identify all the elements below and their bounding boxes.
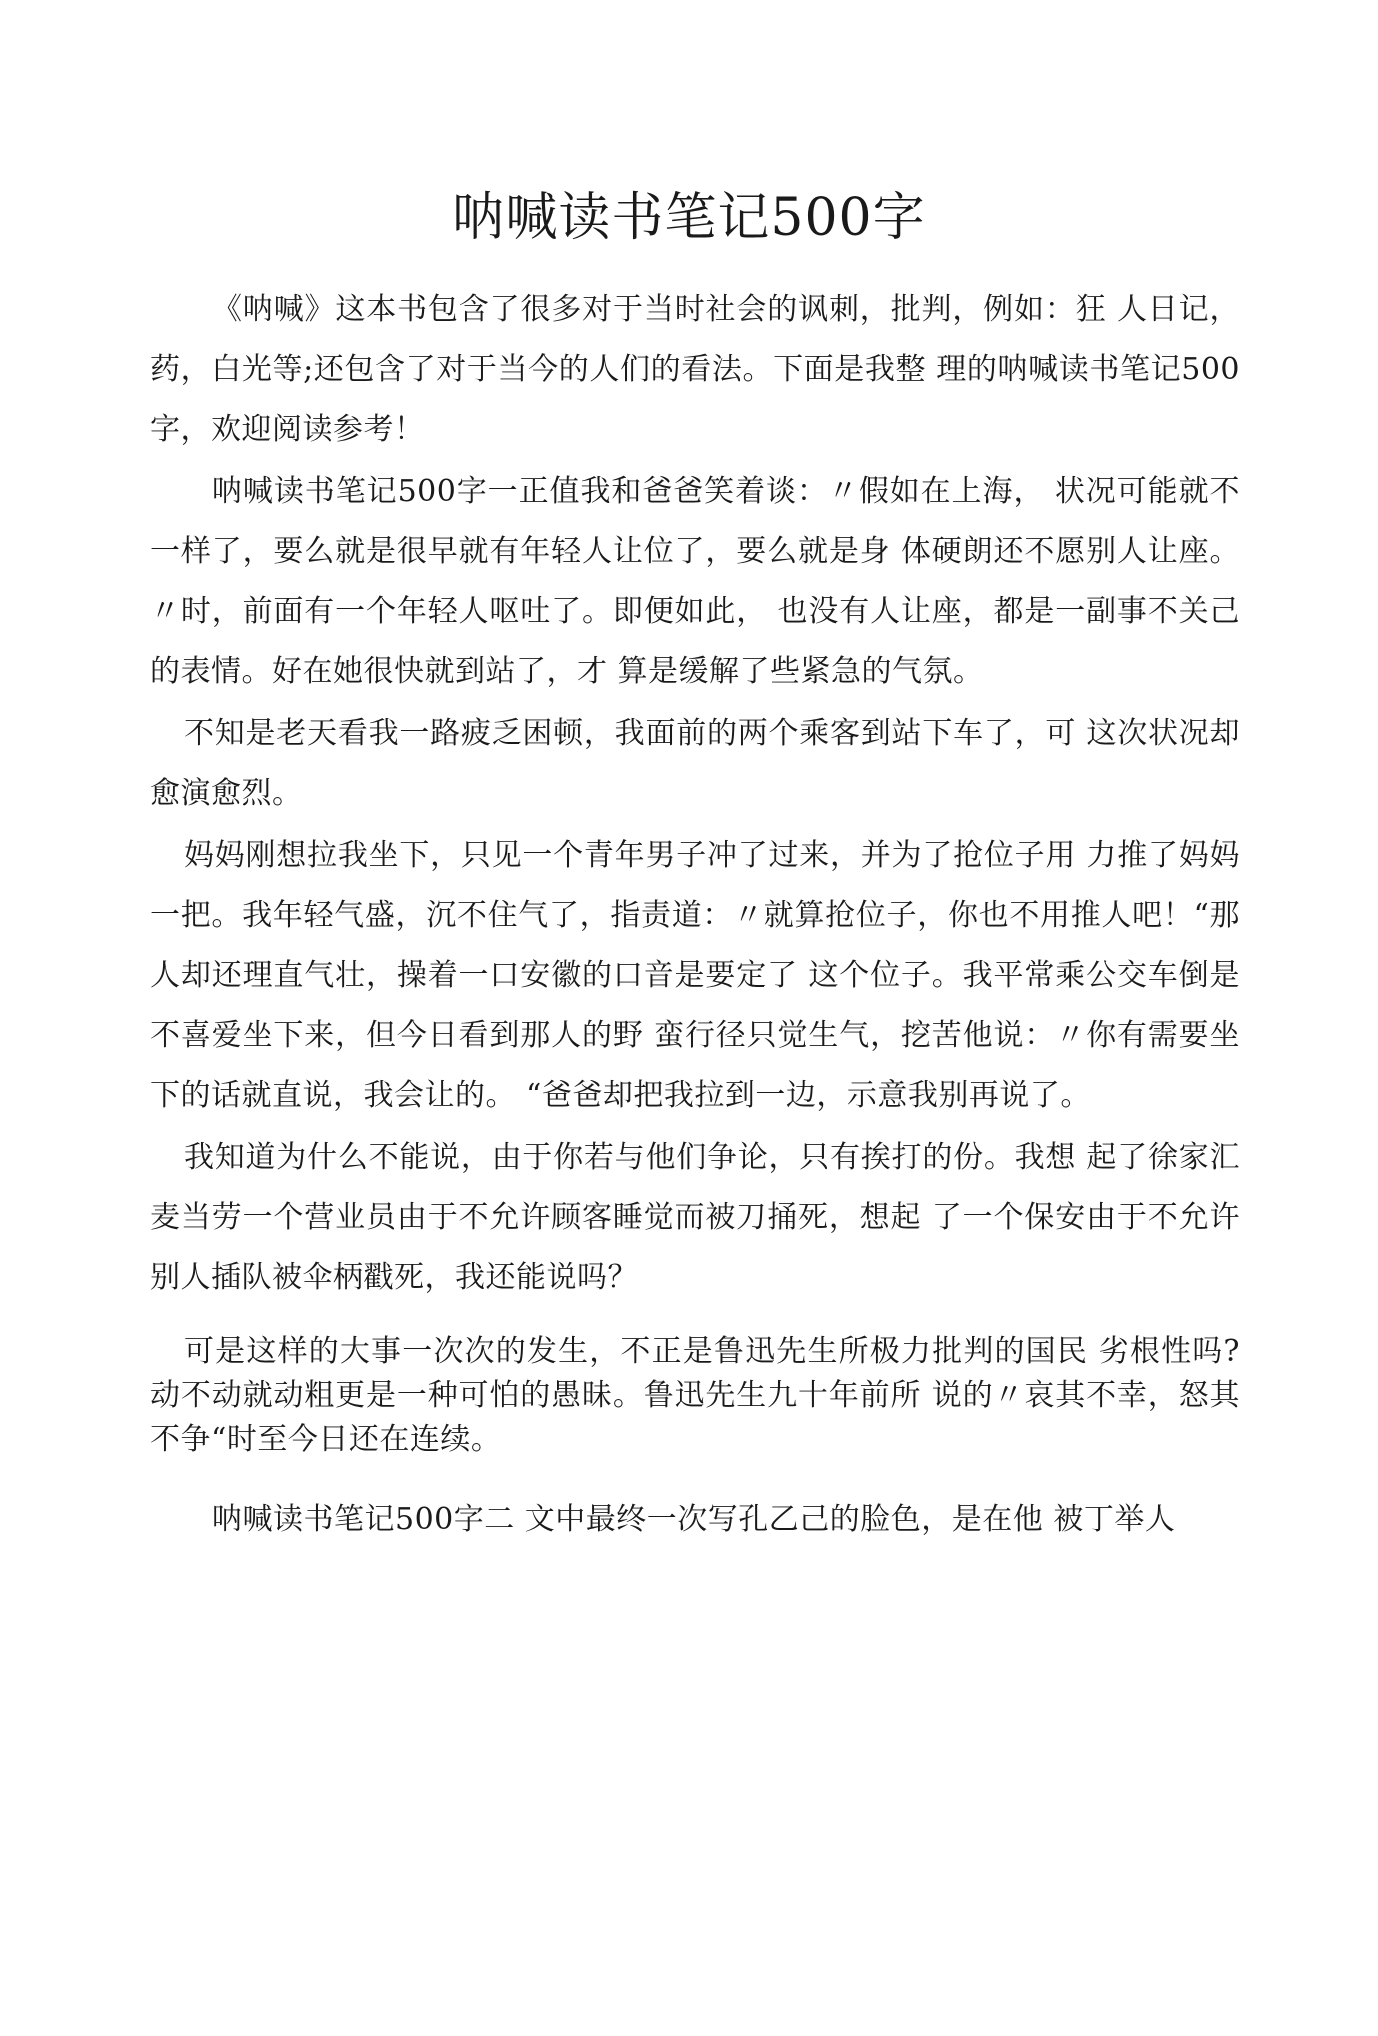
paragraph-lu-xun: 可是这样的大事一次次的发生，不正是鲁迅先生所极力批判的国民 劣根性吗?动不动就动粗更是一种可怕的愚昧。鲁迅先生九十年前所 说的〃哀其不幸，怒其不争“时至今日还在连续。 bbox=[150, 1334, 1240, 1457]
page-title: 呐喊读书笔记500字 bbox=[452, 188, 926, 248]
paragraph-seat-conflict: 妈妈刚想拉我坐下，只见一个青年男子冲了过来，并为了抢位子用 力推了妈妈一把。我年轻气盛，沉不住气了，指责道：〃就算抢位子，你也不用推人吧！“那人却还理直气壮，操着一口安徽的口音是要定了 这个位子。我平常乘公交车倒是不喜爱坐下来，但今日看到那人的野 蛮行径只觉生气，挖苦他说：〃你有需要坐下的话就直说，我会让的。 “爸爸却把我拉到一边，示意我别再说了。 bbox=[150, 838, 1240, 1113]
paragraph-note-two: 呐喊读书笔记500字二 文中最终一次写孔乙己的脸色，是在他 被丁举人 bbox=[212, 1502, 1176, 1537]
document-body bbox=[150, 280, 1240, 1550]
paragraph-intro: 《呐喊》这本书包含了很多对于当时社会的讽刺，批判，例如：狂 人日记，药，白光等;还包含了对于当今的人们的看法。下面是我整 理的呐喊读书笔记500字，欢迎阅读参考！ bbox=[150, 292, 1240, 447]
paragraph-passengers: 不知是老天看我一路疲乏困顿，我面前的两个乘客到站下车了，可 这次状况却愈演愈烈。 bbox=[150, 716, 1240, 811]
paragraph-reflection: 我知道为什么不能说，由于你若与他们争论，只有挨打的份。我想 起了徐家汇麦当劳一个营业员由于不允许顾客睡觉而被刀捅死，想起 了一个保安由于不允许别人插队被伞柄戳死，我还能说吗？ bbox=[150, 1140, 1240, 1295]
paragraph-note-one: 呐喊读书笔记500字一正值我和爸爸笑着谈：〃假如在上海， 状况可能就不一样了，要么就是很早就有年轻人让位了，要么就是身 体硬朗还不愿别人让座。〃时，前面有一个年轻人呕吐了。即便如此， 也没有人让座，都是一副事不关己的表情。好在她很快就到站了，才 算是缓解了些紧急的气氛。 bbox=[150, 474, 1240, 689]
